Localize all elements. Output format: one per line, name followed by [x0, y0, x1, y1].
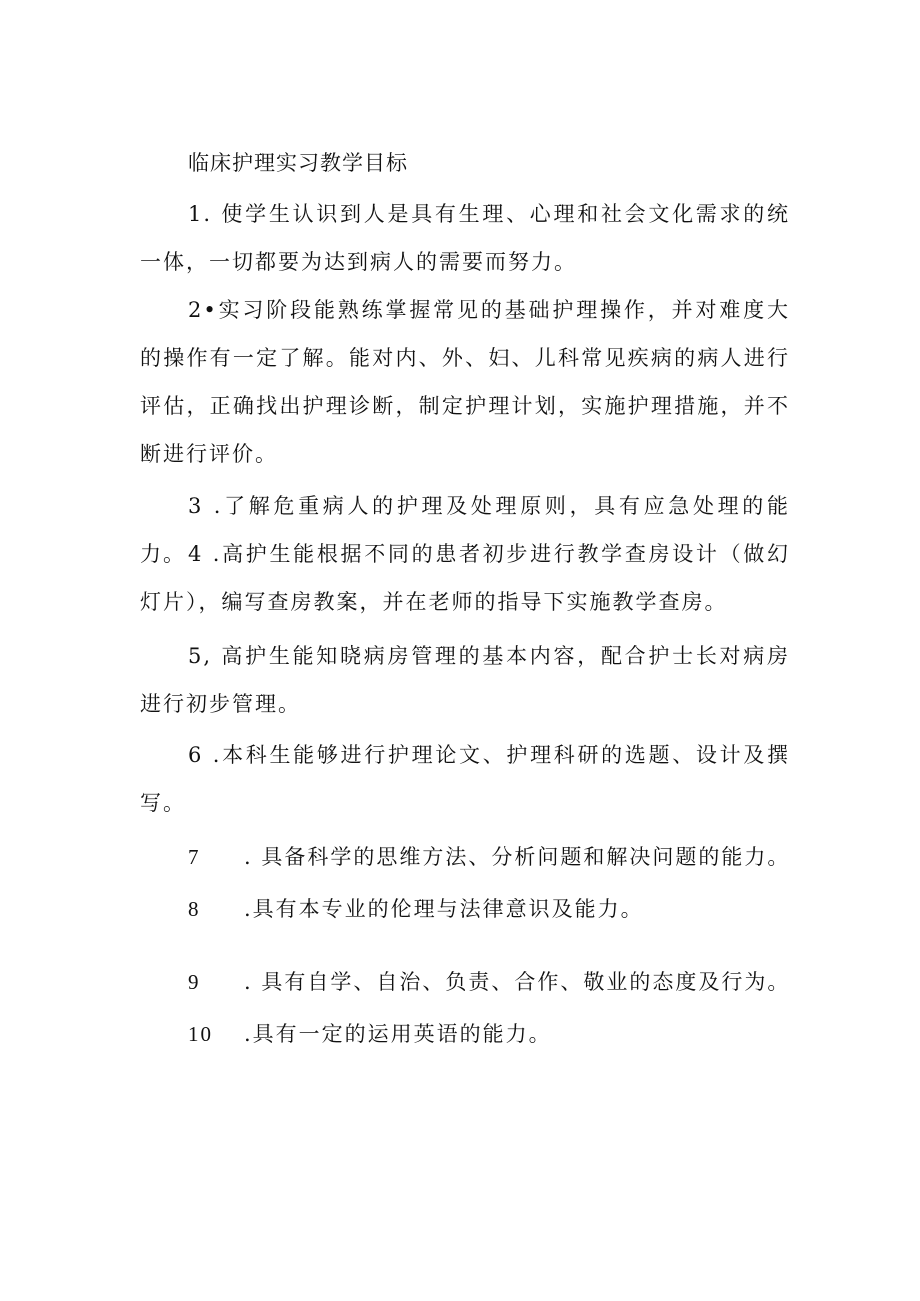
item-number: 10: [188, 1022, 213, 1046]
objective-10: [188, 1019, 552, 1049]
objective-8: [188, 894, 644, 924]
item-number: 7: [188, 845, 201, 869]
objective-5: 5, 高护生能知晓病房管理的基本内容，配合护士长对病房进行初步管理。: [140, 644, 790, 716]
item-text: . 具备科学的思维方法、分析问题和解决问题的能力。: [244, 845, 791, 869]
objective-2: 2•实习阶段能熟练掌握常见的基础护理操作，并对难度大的操作有一定了解。能对内、外、妇、儿科常见疾病的病人进行评估，正确找出护理诊断，制定护理计划，实施护理措施，并不断进行评价。: [140, 298, 790, 466]
item-text: .具有一定的运用英语的能力。: [244, 1022, 552, 1046]
item-number: 9: [188, 970, 201, 994]
objective-7: [188, 842, 790, 872]
item-text: . 具有自学、自治、负责、合作、敬业的态度及行为。: [244, 970, 791, 994]
item-text: .具有本专业的伦理与法律意识及能力。: [244, 897, 644, 921]
objective-3: 3 .了解危重病人的护理及处理原则，具有应急处理的能力。: [140, 494, 790, 566]
objective-4: 4 .高护生能根据不同的患者初步进行教学查房设计（做幻灯片），编写查房教案，并在老师的指导下实施教学查房。: [140, 542, 790, 614]
objective-6: 6 .本科生能够进行护理论文、护理科研的选题、设计及撰写。: [140, 743, 790, 815]
item-number: 8: [188, 897, 201, 921]
objective-9: [188, 967, 790, 997]
document-title: 临床护理实习教学目标: [188, 151, 408, 175]
objective-1: 1. 使学生认识到人是具有生理、心理和社会文化需求的统一体，一切都要为达到病人的需要而努力。: [140, 202, 790, 274]
